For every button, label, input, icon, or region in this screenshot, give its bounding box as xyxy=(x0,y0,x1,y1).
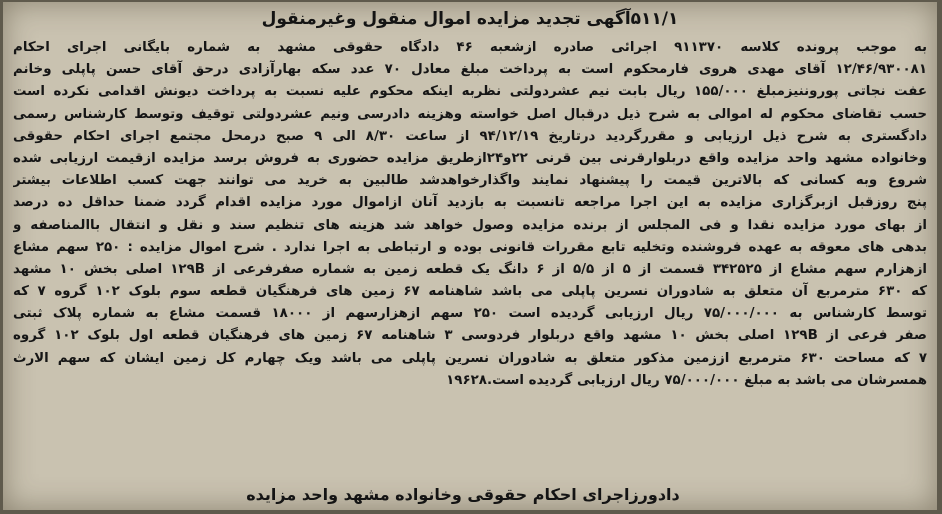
notice-line: عفت نجاتی پوروننیزمبلغ ۱۵۵/۰۰۰ ریال بابت نیم عشردولتی نظربه اینکه محکوم علیه نسبت به پرداخت دیونش اقدامی نکرده است xyxy=(13,84,927,100)
notice-line: دادگستری به شرح ذیل ارزیابی و مقررگردید درتاریخ ۹۴/۱۲/۱۹ از ساعت ۸/۳۰ الی ۹ صبح درمحل مجتمع اجرای احکام حقوقی xyxy=(13,128,927,144)
notice-line: که ۶۳۰ مترمربع آن متعلق به شادوران نسرین پاپلی می باشد شاهنامه ۶۷ زمین های فرهنگیان قطعه سوم بلوک ۱۰۲ گروه ۷ که xyxy=(13,284,927,300)
notice-body xyxy=(13,37,927,392)
notice-line: بدهی های معوقه به عهده فروشنده وتخلیه تابع مقررات قانونی بوده و ارتباطی به اجرا ندارد . شرح اموال مزایده : ۲۵۰ سهم مشاع xyxy=(13,239,927,255)
newspaper-clipping xyxy=(3,2,937,510)
notice-line: به موجب پرونده کلاسه ۹۱۱۳۷۰ اجرائی صادره ازشعبه ۴۶ دادگاه حقوقی مشهد به شماره بایگانی اجرای احکام xyxy=(13,40,927,55)
notice-line: از بهای مورد مزایده نقدا و فی المجلس از برنده مزایده وصول خواهد شد هزینه های تنظیم سند و نقل و انتقال باالمناصفه و xyxy=(13,217,927,233)
notice-line: ۷ که مساحت ۶۳۰ مترمربع اززمین مذکور متعلق به شادوران نسرین پاپلی می باشد ویک چهارم کل زمین ایشان که سهم الارث xyxy=(13,350,927,366)
notice-line: همسرشان می باشد به مبلغ ۷۵/۰۰۰/۰۰۰ ریال ارزیابی گردیده است.۱۹۶۲۸ xyxy=(446,372,927,388)
notice-line: ۱۲/۴۶/۹۳۰۰۸۱ آقای مهدی هروی فارمحکوم است به پرداخت مبلغ معادل ۷۰ عدد سکه بهارآزادی درحق آقای حسن پاپلی وخانم xyxy=(13,62,927,78)
notice-line: حسب تقاضای محکوم له اموالی به شرح ذیل درقبال اصل خواسته وهزینه دادرسی ونیم عشردولتی توقیف وتوسط کارشناس رسمی xyxy=(13,106,927,122)
notice-line: وخانواده مشهد واحد مزایده واقع دربلوارقرنی بین قرنی ۲۲و۲۴ازطریق مزایده حضوری به فروش برسد مزایده ازقیمت ارزیابی شده xyxy=(13,150,927,166)
notice-line: ازهزارم سهم مشاع از ۳۴۲۵۲۵ قسمت از ۵ از ۵/۵ از ۶ دانگ یک قطعه زمین به شماره صفرفرعی از ۱۲۹B اصلی بخش ۱۰ مشهد xyxy=(13,261,927,277)
notice-line: صفر فرعی از ۱۲۹B اصلی بخش ۱۰ مشهد واقع دربلوار فردوسی ۳ شاهنامه ۶۷ زمین های فرهنگیان قطعه اول بلوک ۱۰۲ گروه xyxy=(13,328,927,344)
notice-title: ۵۱۱/۱آگهی تجدید مزایده اموال منقول وغیرمنقول xyxy=(261,9,679,29)
notice-line: توسط کارشناس به ۷۵/۰۰۰/۰۰۰ ریال ارزیابی گردیده است ۲۵۰ سهم ازهزارسهم از ۱۸۰۰۰ قسمت مشاع به شماره پلاک ثبتی xyxy=(13,306,927,322)
notice-line: شروع وبه کسانی که بالاترین قیمت را پیشنهاد نمایند واگذارخواهدشد طالبین به خرید می توانند جهت کسب اطلاعات بیشتر xyxy=(13,173,927,189)
notice-line: پنج روزقبل ازبرگزاری مزایده به این اجرا مراجعه تانسبت به بازدید آنان ازاموال مورد مزایده اقدام گردد ضمنا حداقل ده درصد xyxy=(13,195,927,211)
notice-signature: دادورزاجرای احکام حقوقی وخانواده مشهد واحد مزایده xyxy=(246,485,680,504)
